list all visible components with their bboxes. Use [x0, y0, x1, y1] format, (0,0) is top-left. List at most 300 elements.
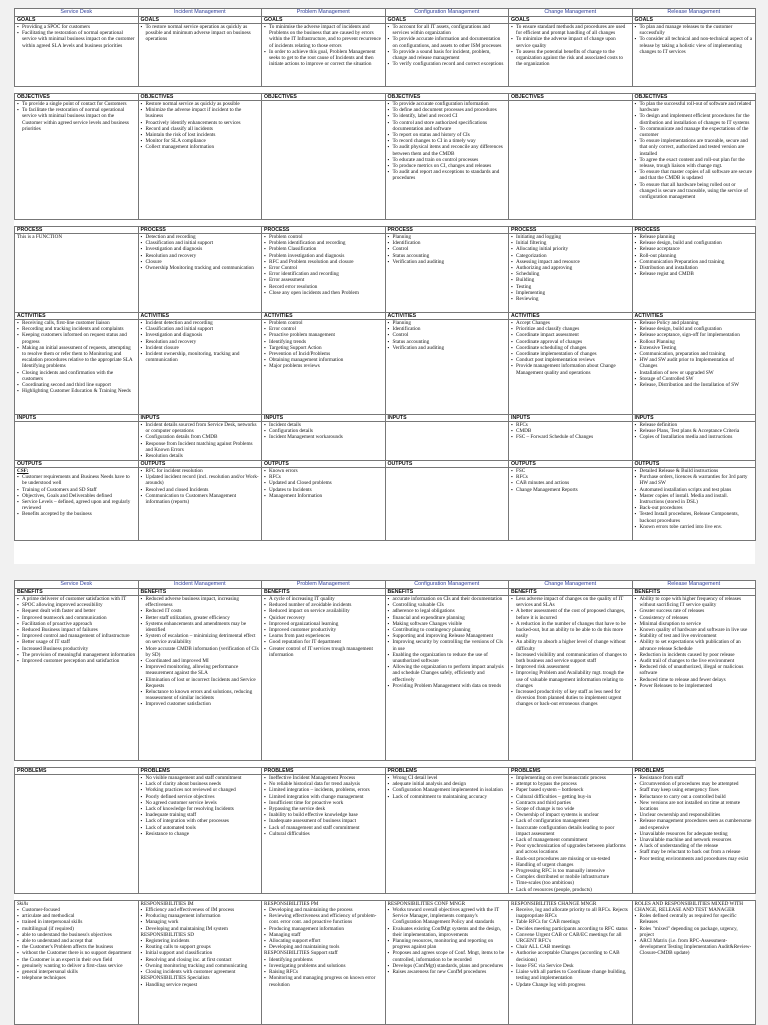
- section-label: ACTIVITIES: [633, 313, 756, 320]
- list-item: ▪ Provide management information about Change Management quality and operations: [511, 363, 630, 375]
- roles-row: [15, 900, 756, 1024]
- bullet-list: [264, 907, 383, 950]
- list-item: ▪ Resistance to change: [141, 831, 260, 837]
- list-item: ▪ The provision of meaningful management information: [17, 652, 136, 658]
- list-item: ▪ To educate and train on control processes: [388, 157, 507, 163]
- section-label: PROBLEMS: [633, 768, 756, 775]
- table-cell: [138, 17, 262, 87]
- list-item: ▪ Identifying trends: [264, 339, 383, 345]
- bullet-list: [17, 234, 136, 240]
- table-cell: [509, 461, 633, 541]
- table-cell: [632, 313, 756, 415]
- list-item: ▪ Greater control of IT services trough management information: [264, 646, 383, 658]
- section-label: ROLES AND RESPONSIBILITIES MIXED WITH CHANGE, RELEASE AND TEST MANAGER: [634, 900, 744, 914]
- list-item: ▪ Owning monitoring tracking and communicating: [141, 963, 260, 969]
- list-item: ▪ Investigation and diagnosis: [141, 332, 260, 338]
- list-item: ▪ To agree the exact content and roll-out plan for the release, trough liaison with change mgt.: [635, 157, 754, 169]
- list-item: ▪ Unclear ownership and responsibilities: [635, 812, 754, 818]
- section-label: OBJECTIVES: [262, 94, 385, 101]
- bullet-list: [635, 913, 754, 956]
- list-item: ▪ the Customer is an expert in their own field: [17, 957, 136, 963]
- list-item: ▪ Control: [388, 332, 507, 338]
- list-item: ▪ Coordinate approval of changes: [511, 339, 630, 345]
- list-item: ▪ Building: [511, 277, 630, 283]
- list-item: ▪ A lack of understanding of the release: [635, 843, 754, 849]
- list-item: ▪ Assessing impact and resource: [511, 259, 630, 265]
- table-cell: [15, 415, 139, 461]
- list-item: ▪ Complex distributed or mobile infrastructure: [511, 874, 630, 880]
- list-item: ▪ Managing staff: [264, 932, 383, 938]
- list-item: ▪ Known errors tobe carried into live env.: [635, 524, 754, 530]
- list-item: ▪ Error identification and recording: [264, 271, 383, 277]
- list-item: ▪ Better usage of IT staff: [17, 639, 136, 645]
- section-label: OBJECTIVES: [509, 94, 632, 101]
- list-item: ▪ Less adverse impact of changes on the quality of IT services and SLAs: [511, 596, 630, 608]
- list-item: ▪ To control and store authorized specifications documentation and software: [388, 120, 507, 132]
- bullet-list: [635, 775, 754, 862]
- section-label: OUTPUTS: [139, 461, 262, 468]
- list-item: ▪ Poor synchronization of upgrades between platforms and across locations: [511, 843, 630, 855]
- table-cell: [509, 227, 633, 313]
- list-item: ▪ Resolution and recovery: [141, 339, 260, 345]
- list-item: ▪ Stability of test and live environment: [635, 633, 754, 639]
- table-cell: [138, 768, 262, 894]
- bullet-list: [141, 24, 260, 43]
- list-item: ▪ Investigation and diagnosis: [141, 246, 260, 252]
- list-item: ▪ System of escalation – minimizing detrimental effect on service availability: [141, 633, 260, 645]
- table-cell: [632, 461, 756, 541]
- section-label: PROBLEMS: [386, 768, 509, 775]
- list-item: ▪ Monitoring and managing progress on known error resolution: [264, 975, 383, 987]
- list-item: ▪ Resolution details: [141, 453, 260, 459]
- list-item: ▪ Improved risk assessment: [511, 664, 630, 670]
- list-item: ▪ adequate initial analysis and design: [388, 781, 507, 787]
- bullet-list: [511, 907, 630, 988]
- list-item: ▪ Lack of management and staff commitment: [264, 825, 383, 831]
- list-item: ▪ Contributing to contingency planning: [388, 627, 507, 633]
- list-item: ▪ Incident closure: [141, 345, 260, 351]
- list-item: ▪ Poorly defined service objectives: [141, 794, 260, 800]
- inputs-row: [15, 415, 756, 461]
- section-label: RESPONSIBILITIES IM: [140, 900, 194, 907]
- column-header: Configuration Management: [385, 9, 509, 17]
- column-header-row: [15, 581, 756, 589]
- table-cell: [262, 17, 386, 87]
- table-cell: [632, 17, 756, 87]
- section-label: BENEFITS: [633, 589, 756, 596]
- list-item: ▪ trained in interpersonal skills: [17, 919, 136, 925]
- section-label: GOALS: [386, 17, 509, 24]
- bullet-list: [141, 982, 260, 988]
- list-item: ▪ Inaccurate configuration details leading to poor impact assessment: [511, 825, 630, 837]
- list-item: ▪ Release Plans, Test plans & Acceptance Criteria: [635, 428, 754, 434]
- section-label: BENEFITS: [509, 589, 632, 596]
- list-item: ▪ Producing management information: [264, 926, 383, 932]
- list-item: ▪ Facilitation of proactive approach: [17, 621, 136, 627]
- table-cell: [262, 227, 386, 313]
- column-header: Problem Management: [262, 9, 386, 17]
- page-1: [14, 8, 755, 564]
- list-item: ▪ Status accounting: [388, 339, 507, 345]
- section-label: GOALS: [633, 17, 756, 24]
- list-item: ▪ To facilitate the restoration of normal operational service with minimal business impact on the Customer within agreed service levels and business priorities: [17, 107, 136, 132]
- table-cell: [138, 900, 262, 1024]
- list-item: ▪ Keeping customers informed on request status and progress: [17, 332, 136, 344]
- list-item: ▪ Reduced impact on service availability: [264, 608, 383, 614]
- list-item: ▪ Investigating problems and solutions: [264, 963, 383, 969]
- list-item: ▪ To ensure implementations are traceable, secure and that only correct, authorized and tested version are installed: [635, 138, 754, 157]
- list-item: ▪ Installation of new or upgraded SW: [635, 370, 754, 376]
- list-item: This is a FUNCTION: [17, 234, 63, 240]
- list-item: ▪ Allocating support effort: [264, 938, 383, 944]
- column-header: Incident Management: [138, 581, 262, 589]
- list-item: ▪ Verification and auditing: [388, 345, 507, 351]
- list-item: ▪ without the Customer there is no support department: [17, 950, 136, 956]
- section-label: ACTIVITIES: [262, 313, 385, 320]
- list-item: ▪ Rollout Planning: [635, 339, 754, 345]
- section-label: OUTPUTS: [509, 461, 632, 468]
- list-item: ▪ Wrong CI detail level: [388, 775, 507, 781]
- list-item: ▪ To provide a sound basis for incident, problem, change and release management: [388, 49, 507, 61]
- bullet-list: [264, 775, 383, 837]
- list-item: ▪ Progressing RFC is too manually intensive: [511, 868, 630, 874]
- bullet-list: [388, 24, 507, 67]
- csf-label: CSF:: [17, 468, 29, 474]
- list-item: ▪ Major problems reviews: [264, 363, 383, 369]
- list-item: ▪ Developing and maintaining IM system: [141, 926, 260, 932]
- table-cell: [262, 313, 386, 415]
- list-item: ▪ Storage of Controlled SW: [635, 376, 754, 382]
- table-cell: [385, 900, 509, 1024]
- list-item: ▪ Working practices not reviewed or changed: [141, 787, 260, 793]
- list-item: ▪ Prevention of Incid/Problems: [264, 351, 383, 357]
- list-item: ▪ Release acceptance, sign-off for implementation: [635, 332, 754, 338]
- list-item: ▪ general interpersonal skills: [17, 969, 136, 975]
- list-item: ▪ Release acceptance: [635, 246, 754, 252]
- list-item: ▪ Resolving and closing inc. at first contact: [141, 957, 260, 963]
- list-item: ▪ Developing and maintaining the process: [264, 907, 383, 913]
- table-cell: [262, 589, 386, 761]
- list-item: ▪ Limited integration with change management: [264, 794, 383, 800]
- list-item: ▪ Closure: [141, 259, 260, 265]
- list-item: ▪ Reduction in incidents caused by poor release: [635, 652, 754, 658]
- list-item: ▪ To consider all technical and non-technical aspect of a release by taking a holistic view of implementing changes to IT services: [635, 36, 754, 55]
- list-item: ▪ telephone techniques: [17, 975, 136, 981]
- table-cell: [509, 415, 633, 461]
- list-item: ▪ Problem investigation and diagnosis: [264, 253, 383, 259]
- list-item: ▪ RFC and Problem resolution and closure: [264, 259, 383, 265]
- table-cell: [385, 461, 509, 541]
- column-header: Incident Management: [138, 9, 262, 17]
- list-item: ▪ Service Levels – defined, agreed upon and regularly reviewed: [17, 499, 136, 511]
- list-item: ▪ Improved organizational learning: [264, 621, 383, 627]
- bullet-list: [141, 320, 260, 363]
- list-item: ▪ Reluctance to carry out a controlled build: [635, 794, 754, 800]
- list-item: ▪ To assess the potential benefits of change to the organization against the risk and associated costs to the organization: [511, 49, 630, 68]
- section-label: RESPONSIBILITIES SD: [140, 931, 194, 938]
- list-item: ▪ Updated and Closed problems: [264, 480, 383, 486]
- list-item: ▪ Unavailable resources for adequate testing: [635, 831, 754, 837]
- column-header: Release Management: [632, 581, 756, 589]
- list-item: ▪ Increased productivity of key staff as less need for diversion from planned duties to implement urgent changes or back-out erroneous changes: [511, 689, 630, 708]
- list-item: ▪ Change Management Reports: [511, 487, 630, 493]
- list-item: ▪ To plan the successful roll-out of software and related hardware: [635, 101, 754, 113]
- list-item: ▪ Implementing on over bureaucratic process: [511, 775, 630, 781]
- list-item: ▪ Controlling valuable CIs: [388, 602, 507, 608]
- table-cell: [262, 461, 386, 541]
- list-item: ▪ Increased visibility and communication of changes to both business and service support staff: [511, 652, 630, 664]
- list-item: ▪ Allocating initial priority: [511, 246, 630, 252]
- list-item: ▪ Managing work: [141, 919, 260, 925]
- list-item: ▪ Error assessment: [264, 277, 383, 283]
- list-item: ▪ A cycle of increasing IT quality: [264, 596, 383, 602]
- list-item: ▪ Configuration details from CMDB: [141, 434, 260, 440]
- itil-table-page-2: [14, 580, 756, 1025]
- list-item: ▪ Automated installation scripts and test plans: [635, 487, 754, 493]
- bullet-list: [511, 320, 630, 376]
- list-item: ▪ Lack of knowledge for resolving Incidents: [141, 806, 260, 812]
- column-header: Change Management: [509, 9, 633, 17]
- list-item: ▪ To communicate and manage the expectations of the customer: [635, 126, 754, 138]
- list-item: ▪ Error control: [264, 326, 383, 332]
- list-item: ▪ A better assessment of the cost of proposed changes, before it is incurred: [511, 608, 630, 620]
- section-label: RESPONSIBILITIES CONF MNGR: [387, 900, 466, 907]
- list-item: ▪ Implementing: [511, 290, 630, 296]
- list-item: ▪ Reduced IT costs: [141, 608, 260, 614]
- table-cell: [385, 313, 509, 415]
- section-label: ACTIVITIES: [509, 313, 632, 320]
- list-item: ▪ Status accounting: [388, 253, 507, 259]
- list-item: ▪ Configuration details: [264, 428, 383, 434]
- list-item: ▪ Making an initial assessment of requests, attempting to resolve them or refer them to Monitoring and escalation procedures relative to the appropriate SLA Identifying problems: [17, 345, 136, 370]
- list-item: ▪ To provide accurate configuration information: [388, 101, 507, 107]
- list-item: ▪ To account for all IT assets, configurations and services within organization: [388, 24, 507, 36]
- list-item: ▪ Accept Changes: [511, 320, 630, 326]
- list-item: ▪ Coordinate scheduling of changes: [511, 345, 630, 351]
- table-cell: [138, 94, 262, 220]
- list-item: ▪ Inadequate training staff: [141, 812, 260, 818]
- list-item: ▪ Record error resolution: [264, 284, 383, 290]
- list-item: ▪ Producing management information: [141, 913, 260, 919]
- list-item: ▪ Problem Classification: [264, 246, 383, 252]
- list-item: ▪ genuinely wanting to deliver a first-class service: [17, 963, 136, 969]
- list-item: ▪ able to understand the business's objectives: [17, 932, 136, 938]
- list-item: ▪ Minimize the adverse impact if incident to the business: [141, 107, 260, 119]
- bullet-list: [17, 596, 136, 664]
- list-item: ▪ FSC: [511, 468, 630, 474]
- list-item: ▪ ARCI Matrix (i.e. from RPC-Assessment-development Testing Implementation Audit&Review-Closure-CMDB update): [635, 938, 754, 957]
- table-cell: [632, 94, 756, 220]
- list-item: ▪ To provide a single point of contact for Customers: [17, 101, 136, 107]
- list-item: ▪ Registering incidents: [141, 938, 260, 944]
- bullet-list: [388, 775, 507, 800]
- section-label: BENEFITS: [15, 589, 138, 596]
- section-label: RESPONSIBILITIES PM: [264, 900, 319, 907]
- table-cell: [15, 94, 139, 220]
- list-item: ▪ To report on status and history of CIs: [388, 132, 507, 138]
- list-item: ▪ Detailed Release & Build instructions: [635, 468, 754, 474]
- list-item: ▪ Minimal disruption to service: [635, 621, 754, 627]
- list-item: ▪ Configuration Management implemented in isolation: [388, 787, 507, 793]
- bullet-list: [264, 957, 383, 988]
- list-item: ▪ Distribution and installation: [635, 265, 754, 271]
- bullet-list: [635, 468, 754, 530]
- list-item: ▪ attempt to bypass the process: [511, 781, 630, 787]
- section-label: ACTIVITIES: [386, 313, 509, 320]
- list-item: ▪ Improving Problem and Availability mgt. trough the use of valuable management information relating to changes: [511, 670, 630, 689]
- list-item: ▪ Release, Distribution and the Installation of SW: [635, 382, 754, 388]
- list-item: ▪ Release regist and CMDB: [635, 271, 754, 277]
- list-item: ▪ Ownership of impact systems is unclear: [511, 812, 630, 818]
- list-item: ▪ Good reputation for IT department: [264, 639, 383, 645]
- list-item: ▪ To define and document processes and procedures: [388, 107, 507, 113]
- section-label: ACTIVITIES: [15, 313, 138, 320]
- list-item: ▪ To produce metrics on CI, changes and releases: [388, 163, 507, 169]
- bullet-list: [264, 24, 383, 67]
- list-item: ▪ Receiving calls, first-line customer liaison: [17, 320, 136, 326]
- list-item: ▪ Learns from past experiences: [264, 633, 383, 639]
- bullet-list: [388, 101, 507, 182]
- list-item: ▪ Incident details sourced from Service Desk, networks or computer operations: [141, 422, 260, 434]
- list-item: ▪ Improved customer satisfaction: [141, 701, 260, 707]
- list-item: ▪ RFCs: [511, 422, 630, 428]
- table-cell: [509, 17, 633, 87]
- list-item: ▪ New versions are not installed on time at remote locations: [635, 800, 754, 812]
- bullet-list: [264, 320, 383, 370]
- table-cell: [15, 313, 139, 415]
- bullet-list: [635, 101, 754, 200]
- table-cell: [632, 768, 756, 894]
- list-item: ▪ Roll-out planning: [635, 253, 754, 259]
- list-item: ▪ To audit and report and exceptions to standards and procedures: [388, 169, 507, 181]
- list-item: ▪ Coordinated and improved MI: [141, 658, 260, 664]
- table-cell: [509, 313, 633, 415]
- list-item: ▪ Roles "mixed" depending on package, urgency, project: [635, 926, 754, 938]
- table-cell: [632, 900, 756, 1024]
- activities-row: [15, 313, 756, 415]
- list-item: ▪ Purchase orders, licences & warranties for 3rd party HW and SW: [635, 474, 754, 486]
- bullet-list: [17, 24, 136, 49]
- table-cell: [509, 94, 633, 220]
- list-item: ▪ Identification: [388, 326, 507, 332]
- list-item: ▪ Ineffective Incident Management Process: [264, 775, 383, 781]
- list-item: ▪ Works toward overall objectives agreed with the IT Service Manager, implements company's Configuration Management Policy and standards: [388, 907, 507, 926]
- table-cell: [385, 415, 509, 461]
- table-cell: [15, 768, 139, 894]
- list-item: ▪ Known errors: [264, 468, 383, 474]
- list-item: ▪ Planning: [388, 320, 507, 326]
- list-item: ▪ Classification and initial support: [141, 240, 260, 246]
- column-header: Problem Management: [262, 581, 386, 589]
- list-item: ▪ Close any open incidents and then Problem: [264, 290, 383, 296]
- list-item: ▪ Closing incidents with customer agreement: [141, 969, 260, 975]
- list-item: ▪ Improved customer perception and satisfaction: [17, 658, 136, 664]
- table-cell: [262, 94, 386, 220]
- list-item: ▪ Initial filtering: [511, 240, 630, 246]
- list-item: ▪ Request dealt with faster and better: [17, 608, 136, 614]
- list-item: ▪ Problem control: [264, 234, 383, 240]
- section-label: GOALS: [509, 17, 632, 24]
- list-item: ▪ Highlighting Customer Education & Training Needs: [17, 388, 136, 394]
- bullet-list: [264, 234, 383, 296]
- list-item: ▪ To ensure that all hardware being rolled out or changed is secure and traceable, using the service of configuration management: [635, 182, 754, 201]
- list-item: ▪ Quicker recovery: [264, 615, 383, 621]
- list-item: ▪ SPOC allowing improved accessibility: [17, 602, 136, 608]
- page-2: [14, 580, 755, 1024]
- list-item: ▪ Power Releases to be implemented: [635, 683, 754, 689]
- list-item: ▪ Improved control and management of infrastructure: [17, 633, 136, 639]
- bullet-list: [388, 234, 507, 265]
- list-item: ▪ Release design, build and configuration: [635, 240, 754, 246]
- table-cell: [15, 227, 139, 313]
- list-item: ▪ Improved monitoring, allowing performance measurement against the SLA: [141, 664, 260, 676]
- bullet-list: [141, 101, 260, 151]
- bullet-list: [264, 596, 383, 658]
- list-item: ▪ Proactively identify enhancements to services: [141, 120, 260, 126]
- list-item: ▪ Benefits accepted by the business: [17, 511, 136, 517]
- list-item: ▪ Classification and initial support: [141, 326, 260, 332]
- list-item: ▪ Facilitating the restoration of normal operational service with minimal business impact on the customer within agreed SLA levels and business priorities: [17, 30, 136, 49]
- list-item: ▪ Scheduling: [511, 271, 630, 277]
- bullet-list: [141, 422, 260, 459]
- table-cell: [385, 768, 509, 894]
- list-item: ▪ Lack of management commitment: [511, 837, 630, 843]
- list-item: ▪ Lack of automated tools: [141, 825, 260, 831]
- list-item: ▪ Targeting Support Action: [264, 345, 383, 351]
- table-cell: [15, 900, 139, 1024]
- list-item: ▪ Restore normal service as quickly as possible: [141, 101, 260, 107]
- list-item: ▪ Develops (ConfMgt) standards, plans and procedures: [388, 963, 507, 969]
- bullet-list: [388, 596, 507, 689]
- list-item: ▪ RFCs: [264, 474, 383, 480]
- list-item: ▪ Improving security by controlling the versions of CIs in use: [388, 639, 507, 651]
- list-item: ▪ Problem control: [264, 320, 383, 326]
- bullet-list: [264, 468, 383, 499]
- list-item: ▪ Prioritize and classify changes: [511, 326, 630, 332]
- section-label: RESPONSIBILITIES Specialists: [140, 975, 210, 982]
- list-item: ▪ To ensure standard methods and procedures are used for efficient and prompt handling of all changes: [511, 24, 630, 36]
- section-label: OBJECTIVES: [15, 94, 138, 101]
- list-item: ▪ Update Change log with progress: [511, 982, 630, 988]
- list-item: ▪ Release definition: [635, 422, 754, 428]
- table-cell: [385, 17, 509, 87]
- list-item: ▪ Handling service request: [141, 982, 260, 988]
- list-item: ▪ Limited integration – incidents, problems, errors: [264, 787, 383, 793]
- list-item: ▪ Planning resources, monitoring and reporting on progress against plan: [388, 938, 507, 950]
- list-item: ▪ Customer requirements and Business Needs have to be understood well: [17, 474, 136, 486]
- table-cell: [385, 227, 509, 313]
- bullet-list: [635, 320, 754, 388]
- section-label: OUTPUTS: [15, 461, 138, 468]
- list-item: ▪ Allowing the organization to perform impact analysis and schedule Changes safely, efficiently and effectively: [388, 664, 507, 683]
- bullet-list: [388, 320, 507, 351]
- table-cell: [262, 900, 386, 1024]
- list-item: ▪ Circumvention of procedures may be attempted: [635, 781, 754, 787]
- table-cell: [509, 589, 633, 761]
- list-item: ▪ A prime deliverer of customer satisfaction with IT: [17, 596, 136, 602]
- list-item: ▪ Verification and auditing: [388, 259, 507, 265]
- list-item: ▪ Developing and maintaining tools: [264, 944, 383, 950]
- table-cell: [15, 17, 139, 87]
- bullet-list: [141, 468, 260, 505]
- list-item: ▪ Resolution and recovery: [141, 253, 260, 259]
- list-item: ▪ Roles defined centrally as required for specific Releases: [635, 913, 754, 925]
- bullet-list: [511, 468, 630, 493]
- list-item: ▪ Efficiency and effectiveness of IM process: [141, 907, 260, 913]
- list-item: ▪ Release management procedures seen as cumbersome and expensive: [635, 818, 754, 830]
- list-item: ▪ Tested Install procedures, Release Components, backout procedures: [635, 511, 754, 523]
- list-item: ▪ To verify configuration record and correct exceptions: [388, 61, 507, 67]
